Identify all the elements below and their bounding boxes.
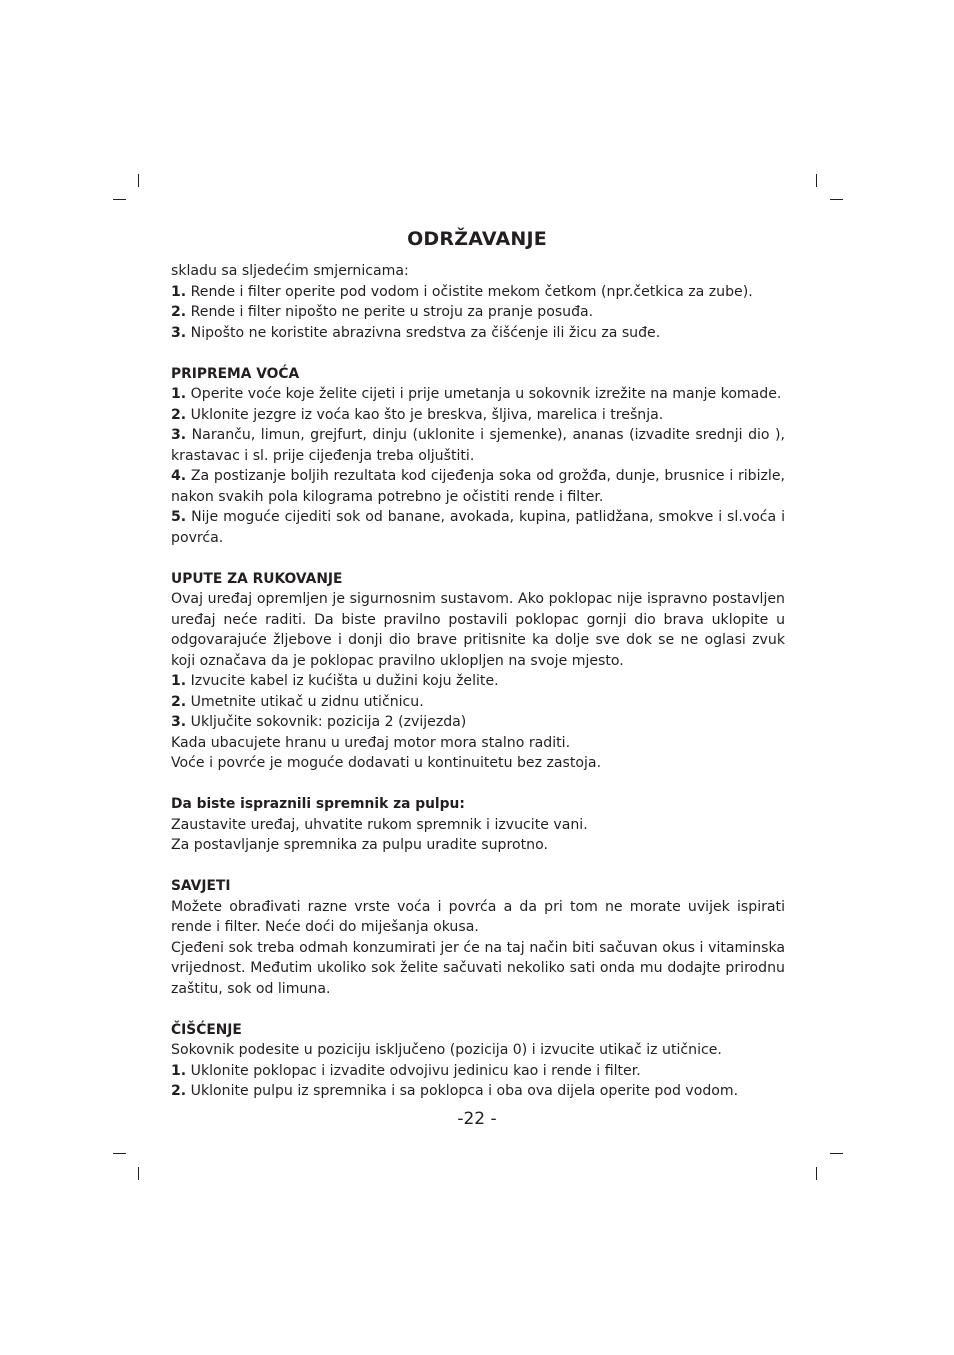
pulp-line: Zaustavite uređaj, uhvatite rukom spremnik i izvucite vani. bbox=[171, 816, 588, 833]
page-number: -22 - bbox=[457, 1109, 497, 1129]
crop-mark-top-left-vertical bbox=[138, 174, 139, 187]
item-text: Umetnite utikač u zidnu utičnicu. bbox=[186, 693, 424, 710]
step-text: Rende i filter nipošto ne perite u stroju za pranje posuđa. bbox=[186, 304, 594, 320]
section-heading-tips: SAVJETI bbox=[171, 878, 231, 894]
step-number: 1. bbox=[171, 283, 187, 300]
item-number: 2. bbox=[171, 693, 187, 710]
item-number: 5. bbox=[171, 509, 187, 525]
item-number: 4. bbox=[171, 468, 187, 484]
item-number: 3. bbox=[171, 427, 187, 443]
step-text: Nipošto ne koristite abrazivna sredstva za čišćenje ili žicu za suđe. bbox=[186, 324, 661, 341]
item-number: 1. bbox=[171, 1062, 187, 1079]
cleaning-item bbox=[171, 1081, 785, 1102]
item-text: Uklonite poklopac i izvadite odvojivu jedinicu kao i rende i filter. bbox=[186, 1062, 641, 1079]
usage-line: Voće i povrće je moguće dodavati u kontinuitetu bez zastoja. bbox=[171, 755, 602, 771]
section-heading-usage: UPUTE ZA RUKOVANJE bbox=[171, 570, 343, 587]
item-number: 1. bbox=[171, 386, 187, 402]
usage-paragraph: Ovaj uređaj opremljen je sigurnosnim sustavom. Ako poklopac nije ispravno postavljen uređaj neće raditi. Da biste pravilno postavili poklopac gornji dio brava uklopite u odgovarajuće žljebove i donji dio brave pritisnite ka dolje sve dok se ne oglasi zvuk koji označava da je poklopac pravilno uklopljen na svoje mjesto. bbox=[171, 591, 785, 669]
section-heading-fruit-prep: PRIPREMA VOĆA bbox=[171, 365, 300, 382]
usage-item bbox=[171, 712, 785, 733]
item-number: 2. bbox=[171, 1083, 187, 1099]
crop-mark-bottom-right-vertical bbox=[816, 1167, 817, 1180]
step-text: Rende i filter operite pod vodom i očistite mekom četkom (npr.četkica za zube). bbox=[186, 283, 753, 300]
page-title: ODRŽAVANJE bbox=[407, 228, 547, 250]
crop-mark-top-right-horizontal bbox=[830, 199, 843, 200]
item-number: 1. bbox=[171, 673, 187, 689]
item-number: 3. bbox=[171, 714, 187, 730]
section-heading-cleaning: ČIŠĆENJE bbox=[171, 1021, 242, 1038]
fruit-prep-item bbox=[171, 384, 785, 405]
cleaning-intro: Sokovnik podesite u poziciju isključeno (pozicija 0) i izvucite utikač iz utičnice. bbox=[171, 1042, 722, 1058]
maintenance-step bbox=[171, 282, 785, 303]
document-body bbox=[171, 261, 785, 1102]
item-text: Izvucite kabel iz kućišta u dužini koju želite. bbox=[186, 673, 499, 689]
maintenance-step bbox=[171, 323, 785, 344]
item-text: Uklonite pulpu iz spremnika i sa poklopca i oba ova dijela operite pod vodom. bbox=[186, 1083, 739, 1099]
crop-mark-bottom-right-horizontal bbox=[830, 1153, 843, 1154]
item-text: Za postizanje boljih rezultata kod cijeđenja soka od grožđa, dunje, brusnice i ribizle, nakon svakih pola kilograma potrebno je očistiti rende i filter. bbox=[171, 468, 785, 505]
item-text: Naranču, limun, grejfurt, dinju (uklonite i sjemenke), ananas (izvadite srednji dio ), krastavac i sl. prije cijeđenja treba oljuštiti. bbox=[171, 427, 785, 464]
fruit-prep-item bbox=[171, 425, 785, 466]
maintenance-step bbox=[171, 302, 785, 323]
fruit-prep-item bbox=[171, 405, 785, 426]
step-number: 2. bbox=[171, 304, 187, 320]
crop-mark-bottom-left-horizontal bbox=[113, 1153, 126, 1154]
item-text: Uklonite jezgre iz voća kao što je breskva, šljiva, marelica i trešnja. bbox=[186, 406, 664, 423]
tips-paragraph: Možete obrađivati razne vrste voća i povrća a da pri tom ne morate uvijek ispirati rende i filter. Neće doći do miješanja okusa. bbox=[171, 898, 785, 935]
fruit-prep-item bbox=[171, 507, 785, 548]
intro-text: skladu sa sljedećim smjernicama: bbox=[171, 263, 409, 279]
cleaning-item bbox=[171, 1061, 785, 1082]
step-number: 3. bbox=[171, 324, 187, 341]
pulp-line: Za postavljanje spremnika za pulpu uradite suprotno. bbox=[171, 837, 548, 853]
crop-mark-top-right-vertical bbox=[816, 174, 817, 187]
fruit-prep-item bbox=[171, 466, 785, 507]
item-text: Nije moguće cijediti sok od banane, avokada, kupina, patlidžana, smokve i sl.voća i povrća. bbox=[171, 509, 785, 546]
usage-item bbox=[171, 671, 785, 692]
usage-line: Kada ubacujete hranu u uređaj motor mora stalno raditi. bbox=[171, 734, 571, 751]
section-heading-pulp: Da biste ispraznili spremnik za pulpu: bbox=[171, 796, 465, 812]
tips-paragraph: Cjeđeni sok treba odmah konzumirati jer će na taj način biti sačuvan okus i vitaminska vrijednost. Međutim ukoliko sok želite sačuvati nekoliko sati onda mu dodajte prirodnu zaštitu, sok od limuna. bbox=[171, 939, 785, 997]
usage-item bbox=[171, 692, 785, 713]
crop-mark-top-left-horizontal bbox=[113, 199, 126, 200]
item-text: Uključite sokovnik: pozicija 2 (zvijezda) bbox=[186, 714, 467, 730]
item-text: Operite voće koje želite cijeti i prije umetanja u sokovnik izrežite na manje komade. bbox=[186, 386, 782, 402]
crop-mark-bottom-left-vertical bbox=[138, 1167, 139, 1180]
item-number: 2. bbox=[171, 406, 187, 423]
